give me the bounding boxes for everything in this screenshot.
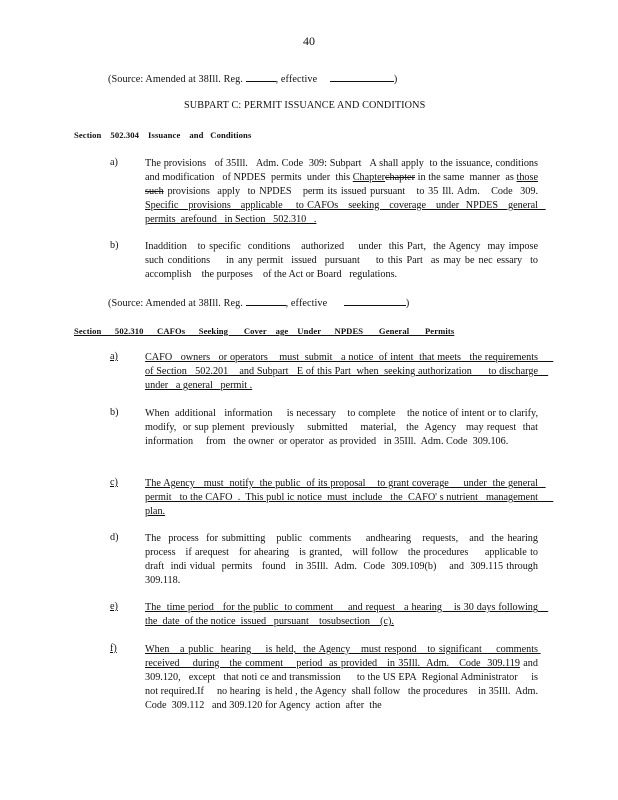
paragraph: When additional information is necessary to complete the notice of intent or to clarify, modify, or sup plement previously submitted material, the Agency may request that information from the owner or operator as provided in 35Ill. Adm. Code 309.106. — [145, 408, 544, 447]
section-heading: Section 502.310 CAFOs Seeking Cover age Under NPDES General Permits — [74, 326, 455, 336]
paragraph-text: provisions apply to NPDES perm its issued pursuant to 35 Ill. Adm. Code 309. — [163, 186, 544, 197]
paragraph: The process for submitting public comments andhearing requests, and the hearing process if arequest for ahearing is granted, will follow the procedures applicable to draft indi vidual permits found in 35Ill. Adm. Code 309.109(b) and 309.115 through 309.118. — [145, 533, 546, 586]
paragraph — [145, 157, 546, 227]
paragraph-text: The provisions of 35Ill. Adm. Code 309: Subpart A shall apply to the issuance, conditions and modification of NPDES permits under this — [145, 158, 544, 183]
reg-blank — [246, 296, 286, 306]
source-mid: , effective — [275, 74, 318, 85]
item-label: b) — [110, 407, 119, 418]
item-label: d) — [110, 532, 119, 543]
reg-blank — [246, 72, 276, 82]
paragraph: Inaddition to specific conditions authorized under this Part, the Agency may impose such conditions in any permit issued pursuant to this Part as may be nec essary to accomplish the purposes of the Act or Board regulations. — [145, 241, 544, 280]
page-number: 40 — [303, 34, 315, 48]
item-label: f) — [110, 643, 117, 654]
section-heading: Section 502.304 Issuance and Conditions — [74, 130, 252, 140]
item-label: a) — [110, 351, 118, 362]
inserted-text: those — [516, 172, 538, 183]
item-label: a) — [110, 157, 118, 168]
source-suffix: ) — [405, 298, 410, 309]
source-prefix: (Source: Amended at 38Ill. Reg. — [108, 298, 243, 309]
paragraph-text: in the same manner as — [414, 172, 517, 183]
item-label: b) — [110, 240, 119, 251]
item-label: c) — [110, 477, 118, 488]
effective-blank — [344, 296, 406, 306]
subpart-heading: SUBPART C: PERMIT ISSUANCE AND CONDITIONS — [184, 100, 426, 111]
inserted-text: Specific provisions applicable to CAFOs seeking coverage under NPDES general permits arefound in Section 502.310 . — [145, 200, 546, 225]
paragraph: The Agency must notify the public of its proposal to grant coverage under the general permit to the CAFO . This publ ic notice must include the CAFO' s nutrient management plan. — [145, 478, 554, 517]
paragraph-text: and 309.120, except that noti ce and transmission to the US EPA Regional Administrator is not required.If no hearing is held , the Agency shall follow the procedures in 35Ill. Adm. Code 309.112 and 309.120 for Agency action after the — [145, 658, 544, 711]
source-note — [108, 72, 397, 85]
source-prefix: (Source: Amended at 38Ill. Reg. — [108, 74, 243, 85]
paragraph — [145, 643, 544, 713]
struck-text: chapter — [385, 172, 415, 183]
paragraph: The time period for the public to comment and request a hearing is 30 days following the date of the notice issued pursuant tosubsection (c). — [145, 602, 549, 627]
struck-text: such — [145, 186, 164, 197]
source-suffix: ) — [393, 74, 398, 85]
effective-blank — [330, 72, 394, 82]
source-mid: , effective — [285, 298, 328, 309]
paragraph: CAFO owners or operators must submit a notice of intent that meets the requirements of Section 502.201 and Subpart E of this Part when seeking authorization to discharge under a general permit . — [145, 352, 554, 391]
item-label: e) — [110, 601, 118, 612]
source-note — [108, 296, 409, 309]
inserted-text: Chapter — [352, 172, 385, 183]
inserted-text: When a public hearing is held, the Agency must respond to significant comments received during the comment period as provided in 35Ill. Adm. Code 309.119 — [145, 644, 541, 669]
